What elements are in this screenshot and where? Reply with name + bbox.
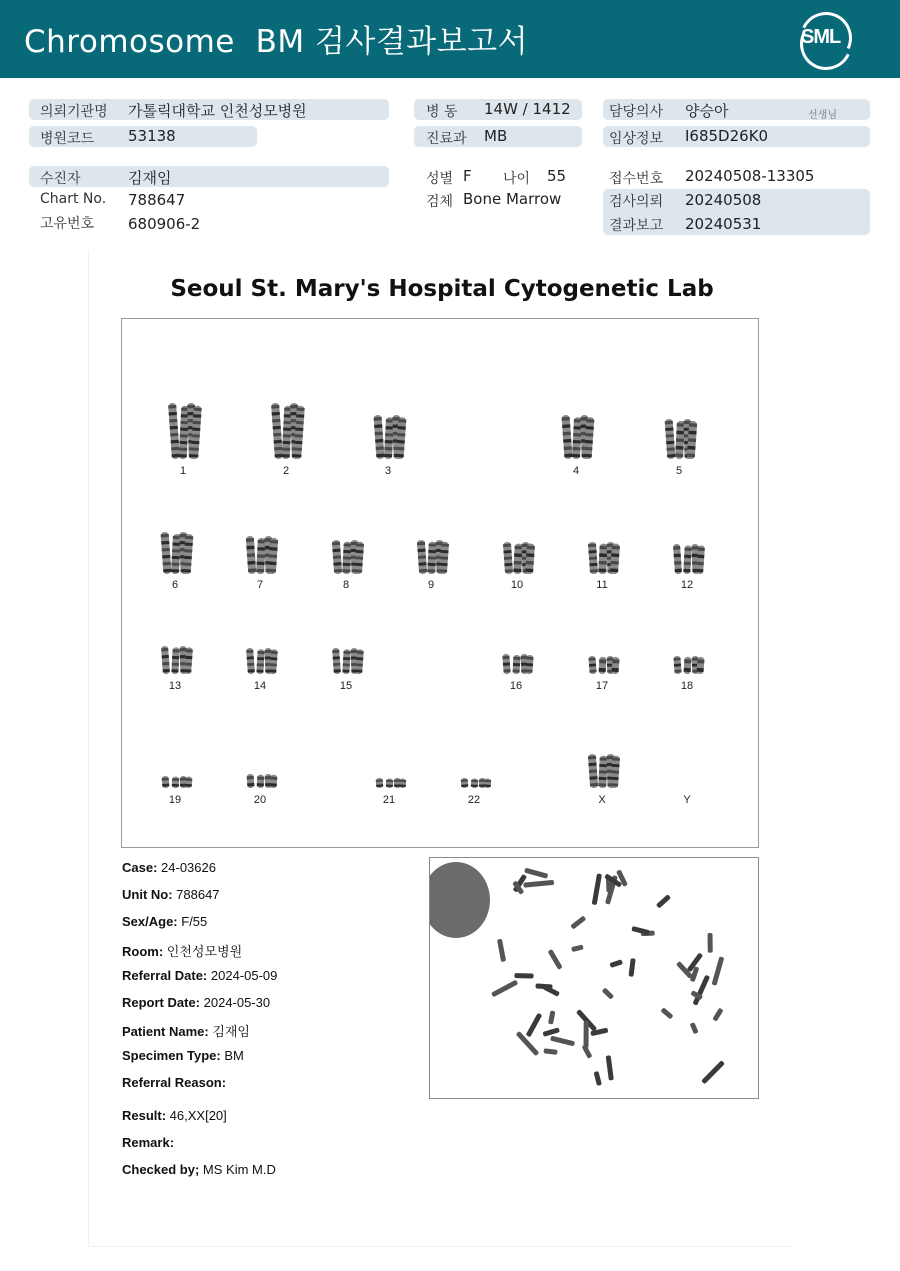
- specimen-label: 검체: [426, 194, 454, 210]
- dept-value: MB: [484, 127, 508, 145]
- age-value: 55: [547, 167, 567, 185]
- case-field: [122, 1048, 244, 1063]
- chromosome-pair-21: [376, 778, 407, 788]
- chart-value: 788647: [128, 191, 186, 209]
- chromosome-pair-15: [332, 648, 364, 674]
- case-field: [122, 995, 270, 1010]
- chromosome-label-12: 12: [680, 579, 694, 591]
- metaphase-chromosome: [548, 1010, 555, 1024]
- chromosome-label-8: 8: [342, 579, 350, 591]
- chromosome-pair-14: [246, 648, 278, 674]
- chromosome-label-3: 3: [384, 465, 392, 477]
- hospital-code-label: 병원코드: [40, 131, 95, 147]
- case-field-label: Sex/Age:: [122, 914, 178, 929]
- metaphase-chromosome: [690, 1022, 699, 1034]
- doctor-value: 양승아: [685, 102, 729, 120]
- clinical-label: 임상정보: [609, 131, 664, 147]
- chromosome-label-14: 14: [253, 680, 267, 692]
- case-field-label: Unit No:: [122, 887, 173, 902]
- metaphase-chromosome: [523, 880, 554, 888]
- metaphase-chromosome: [631, 926, 650, 935]
- case-field: [122, 860, 216, 875]
- chromosome-pair-22: [461, 778, 492, 788]
- metaphase-chromosome: [712, 1008, 723, 1022]
- case-field-label: Checked by;: [122, 1162, 200, 1177]
- chromosome-pair-9: [417, 540, 449, 574]
- metaphase-chromosome: [712, 956, 725, 985]
- case-field-label: Referral Reason:: [122, 1075, 227, 1090]
- chromosome-label-X: X: [598, 794, 606, 806]
- chromosome-label-18: 18: [680, 680, 694, 692]
- specimen-value: Bone Marrow: [463, 190, 562, 208]
- metaphase-spread: [430, 858, 758, 1098]
- metaphase-chromosome: [497, 939, 506, 962]
- metaphase-chromosome: [602, 987, 615, 999]
- case-field-value: 김재임: [208, 1024, 250, 1039]
- request-label: 검사의뢰: [609, 194, 664, 210]
- case-field-value: 24-03626: [157, 860, 216, 875]
- chromosome-pair-17: [588, 656, 619, 674]
- age-label: 나이: [503, 171, 531, 187]
- chromosome-label-20: 20: [253, 794, 267, 806]
- chromosome-label-6: 6: [171, 579, 179, 591]
- lab-title: Seoul St. Mary's Hospital Cytogenetic Lab: [170, 276, 714, 302]
- case-field-label: Remark:: [122, 1135, 175, 1150]
- metaphase-chromosome: [570, 915, 586, 929]
- metaphase-chromosome: [656, 894, 671, 908]
- chromosome-label-9: 9: [427, 579, 435, 591]
- requesting-org-label: 의뢰기관명: [40, 104, 108, 120]
- case-field: [122, 1021, 250, 1040]
- case-field-label: Referral Date:: [122, 968, 208, 983]
- metaphase-chromosome: [628, 958, 635, 977]
- ward-label: 병 동: [426, 104, 458, 120]
- metaphase-chromosome: [526, 1013, 543, 1038]
- chromosome-pair-13: [161, 646, 193, 674]
- chart-label: Chart No.: [40, 191, 107, 207]
- sex-label: 성별: [426, 171, 454, 187]
- ward-value: 14W / 1412: [484, 100, 571, 118]
- chromosome-pair-5: [665, 419, 698, 459]
- id-value: 680906-2: [128, 215, 201, 233]
- case-field-value: 인천성모병원: [163, 944, 243, 959]
- case-field-value: 2024-05-30: [200, 995, 271, 1010]
- chromosome-label-11: 11: [596, 579, 608, 591]
- metaphase-chromosome: [548, 949, 563, 970]
- metaphase-chromosome: [571, 944, 584, 952]
- case-field-value: F/55: [177, 914, 208, 929]
- chromosome-label-19: 19: [168, 794, 182, 806]
- chromosome-label-17: 17: [595, 680, 609, 692]
- metaphase-chromosome: [594, 1071, 602, 1086]
- chromosome-label-13: 13: [168, 680, 182, 692]
- chromosome-pair-18: [673, 656, 704, 674]
- metaphase-chromosome: [609, 959, 623, 968]
- patient-value: 김재임: [128, 169, 172, 187]
- case-field: [122, 968, 277, 983]
- chromosome-pair-11: [588, 542, 620, 574]
- chromosome-pair-19: [162, 776, 193, 788]
- requesting-org-value: 가톨릭대학교 인천성모병원: [128, 102, 307, 120]
- metaphase-chromosome: [550, 1036, 575, 1047]
- chromosome-pair-4: [561, 415, 594, 459]
- chromosome-label-1: 1: [179, 465, 187, 477]
- dept-label: 진료과: [426, 131, 467, 147]
- chromosome-pair-3: [373, 415, 406, 459]
- metaphase-chromosome: [535, 983, 552, 989]
- case-field-label: Specimen Type:: [122, 1048, 221, 1063]
- chromosome-pair-7: [246, 536, 279, 574]
- doctor-label: 담당의사: [609, 104, 664, 120]
- chromosome-label-Y: Y: [683, 794, 691, 806]
- case-field: [122, 1108, 227, 1123]
- metaphase-chromosome: [606, 1055, 614, 1080]
- chromosome-label-2: 2: [282, 465, 290, 477]
- case-field-label: Report Date:: [122, 995, 201, 1010]
- metaphase-image: [429, 857, 759, 1099]
- karyogram-image: [122, 319, 758, 847]
- clinical-value: I685D26K0: [685, 127, 769, 145]
- patient-label: 수진자: [40, 171, 81, 187]
- case-field-label: Result:: [122, 1108, 167, 1123]
- case-field: [122, 1075, 226, 1090]
- receipt-label: 접수번호: [609, 171, 664, 187]
- chromosome-label-4: 4: [572, 465, 580, 477]
- chromosome-pair-2: [271, 403, 305, 459]
- hospital-code-value: 53138: [128, 127, 176, 145]
- chromosome-label-22: 22: [467, 794, 481, 806]
- id-label: 고유번호: [40, 216, 95, 232]
- karyogram: [121, 318, 759, 848]
- chromosome-label-7: 7: [256, 579, 264, 591]
- report-title: Chromosome BM 검사결과보고서: [24, 24, 529, 60]
- metaphase-chromosome: [584, 1021, 589, 1048]
- case-field-value: 788647: [172, 887, 220, 902]
- case-field-label: Room:: [122, 944, 164, 959]
- field-bg: [29, 166, 389, 187]
- chromosome-pair-8: [332, 540, 364, 574]
- case-field-value: 46,XX[20]: [166, 1108, 227, 1123]
- metaphase-chromosome: [660, 1007, 673, 1019]
- chromosome-label-21: 21: [382, 794, 396, 806]
- chromosome-pair-X: [588, 754, 620, 788]
- report-value: 20240531: [685, 215, 762, 233]
- metaphase-chromosome: [543, 1048, 557, 1055]
- chromosome-label-5: 5: [675, 465, 683, 477]
- case-field-value: 2024-05-09: [207, 968, 278, 983]
- metaphase-chromosome: [708, 933, 713, 953]
- case-field: [122, 1135, 174, 1150]
- case-field: [122, 887, 220, 902]
- metaphase-chromosome: [542, 1027, 559, 1037]
- chromosome-label-15: 15: [339, 680, 353, 692]
- receipt-value: 20240508-13305: [685, 167, 815, 185]
- case-field: [122, 941, 242, 960]
- metaphase-chromosome: [582, 1044, 593, 1059]
- metaphase-chromosome: [514, 973, 533, 979]
- interphase-nucleus: [430, 862, 490, 938]
- chromosome-pair-1: [168, 403, 202, 459]
- case-field-value: MS Kim M.D: [199, 1162, 276, 1177]
- chromosome-label-16: 16: [509, 680, 523, 692]
- metaphase-chromosome: [592, 873, 602, 905]
- chromosome-label-10: 10: [510, 579, 524, 591]
- request-value: 20240508: [685, 191, 762, 209]
- chromosome-pair-12: [673, 544, 705, 574]
- case-field-label: Case:: [122, 860, 158, 875]
- sex-value: F: [463, 167, 472, 185]
- case-field-label: Patient Name:: [122, 1024, 209, 1039]
- chromosome-pair-20: [247, 774, 278, 788]
- case-field-value: BM: [220, 1048, 244, 1063]
- chromosome-pair-16: [502, 654, 533, 674]
- report-header: [0, 0, 900, 78]
- chromosome-pair-10: [503, 542, 535, 574]
- logo-text: SML: [801, 26, 841, 48]
- metaphase-chromosome: [701, 1060, 725, 1084]
- case-field: [122, 1162, 276, 1177]
- sml-logo: [796, 12, 852, 64]
- case-field: [122, 914, 207, 929]
- chromosome-pair-6: [161, 532, 194, 574]
- doctor-suffix: 선생님: [808, 110, 837, 121]
- metaphase-chromosome: [491, 980, 518, 998]
- report-label: 결과보고: [609, 218, 664, 234]
- metaphase-chromosome: [524, 868, 548, 879]
